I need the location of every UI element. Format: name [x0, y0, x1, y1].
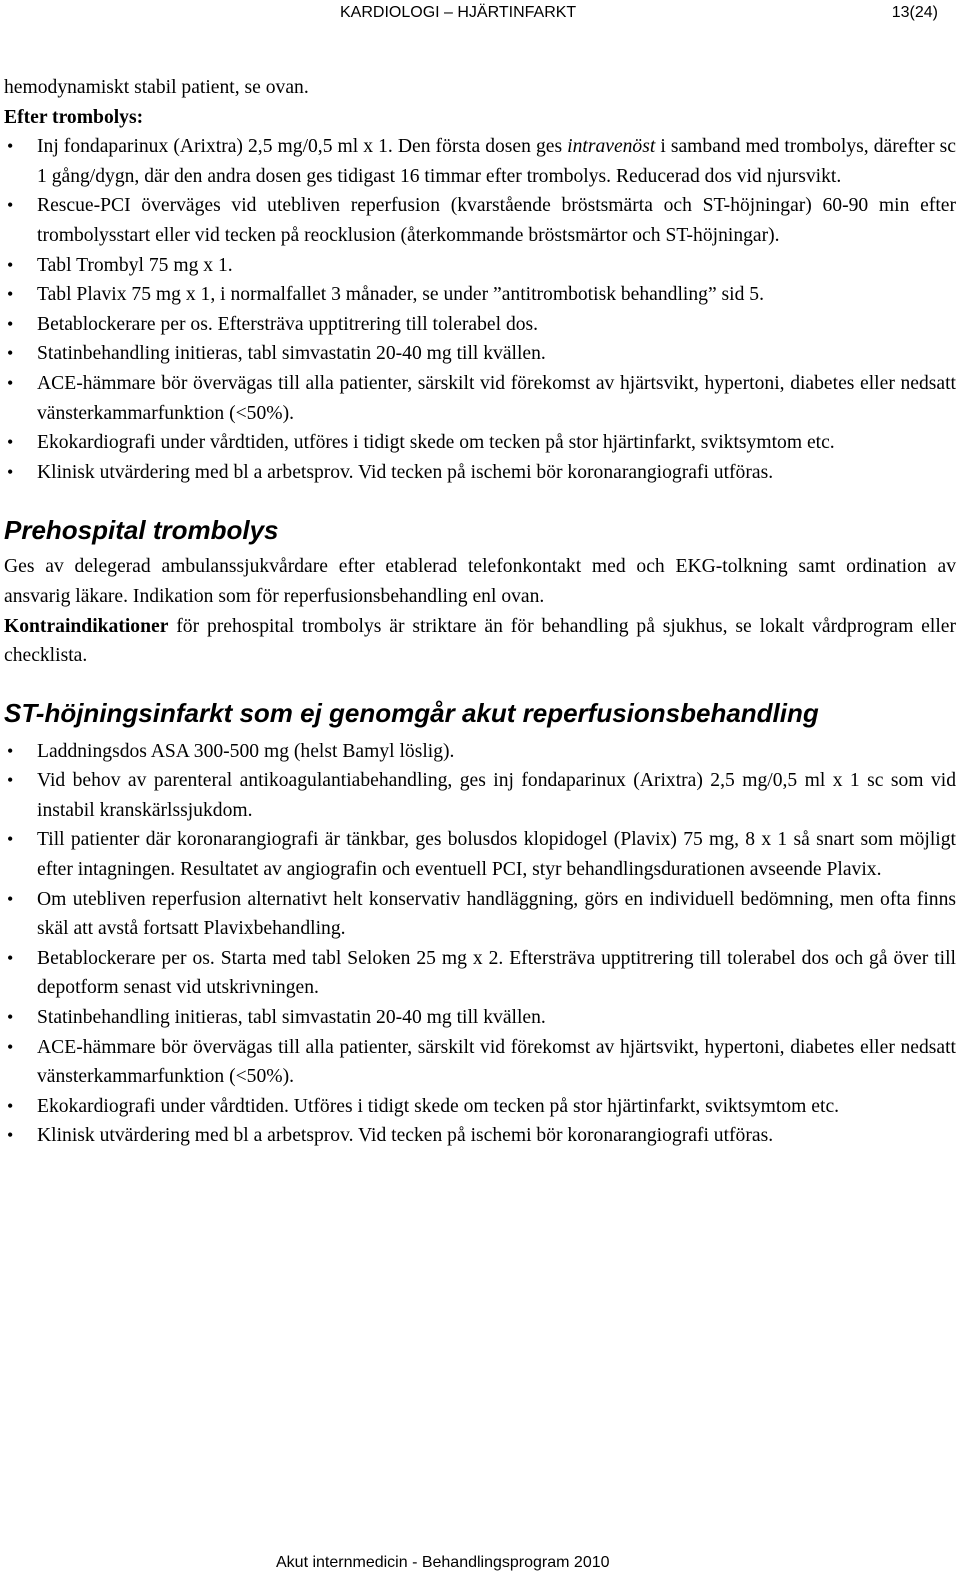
header-title: KARDIOLOGI – HJÄRTINFARKT — [340, 4, 577, 21]
list-item: • Ekokardiografi under vårdtiden. Utföres i tidigt skede om tecken på stor hjärtinfarkt, sviktsymtom etc. — [4, 1092, 956, 1122]
list-item: • Tabl Trombyl 75 mg x 1. — [4, 251, 956, 281]
list-item: • Klinisk utvärdering med bl a arbetsprov. Vid tecken på ischemi bör koronarangiografi utföras. — [4, 458, 956, 488]
italic-term: intravenöst — [567, 136, 656, 158]
contraindications-term: Kontraindikationer — [4, 615, 169, 637]
list-item: • Statinbehandling initieras, tabl simvastatin 20-40 mg till kvällen. — [4, 339, 956, 369]
list-item: • Till patienter där koronarangiografi är tänkbar, ges bolusdos klopidogel (Plavix) 75 mg, 8 x 1 så snart som möjligt efter intagningen. Resultatet av angiografin och eventuell PCI, styr behandlingsdurationen avseende Plavix. — [4, 825, 956, 884]
page-footer: Akut internmedicin - Behandlingsprogram 2010 — [276, 1554, 610, 1571]
list-item: • Rescue-PCI överväges vid utebliven reperfusion (kvarstående bröstsmärta och ST-höjningar) 60-90 min efter trombolysstart eller vid tecken på reocklusion (återkommande bröstsmärtor och ST-höjningar). — [4, 191, 956, 250]
contraindications-paragraph — [4, 612, 956, 671]
list-item: • Betablockerare per os. Starta med tabl Seloken 25 mg x 2. Eftersträva upptitrering till tolerabel dos och gå över till depotform senast vid utskrivningen. — [4, 944, 956, 1003]
list-item: • Tabl Plavix 75 mg x 1, i normalfallet 3 månader, se under ”antitrombotisk behandling” sid 5. — [4, 280, 956, 310]
list-item: • Laddningsdos ASA 300-500 mg (helst Bamyl löslig). — [4, 737, 956, 767]
list-item: • Klinisk utvärdering med bl a arbetsprov. Vid tecken på ischemi bör koronarangiografi utföras. — [4, 1121, 956, 1151]
list-item: • Om utebliven reperfusion alternativt helt konservativ handläggning, görs en individuell bedömning, men ofta finns skäl att avstå fortsatt Plavixbehandling. — [4, 885, 956, 944]
st-section-list — [4, 737, 956, 1151]
efter-trombolys-list — [4, 132, 956, 487]
continuation-text: hemodynamiskt stabil patient, se ovan. — [4, 77, 309, 98]
prehospital-heading: Prehospital trombolys — [4, 515, 279, 546]
efter-trombolys-subheading: Efter trombolys: — [4, 106, 144, 128]
list-item: • ACE-hämmare bör övervägas till alla patienter, särskilt vid förekomst av hjärtsvikt, hypertoni, diabetes eller nedsatt vänsterkammarfunktion (<50%). — [4, 1033, 956, 1092]
list-item: • Statinbehandling initieras, tabl simvastatin 20-40 mg till kvällen. — [4, 1003, 956, 1033]
page-content — [4, 73, 956, 1151]
page-header — [0, 4, 960, 28]
list-item: • Vid behov av parenteral antikoagulantiabehandling, ges inj fondaparinux (Arixtra) 2,5 mg/0,5 ml x 1 sc som vid instabil kranskärlssjukdom. — [4, 766, 956, 825]
list-item — [4, 132, 956, 191]
contraindications-text: för prehospital trombolys är striktare än för behandling på sjukhus, se lokalt vårdprogram eller checklista. — [4, 615, 956, 667]
prehospital-paragraph: Ges av delegerad ambulanssjukvårdare efter etablerad telefonkontakt med och EKG-tolkning samt ordination av ansvarig läkare. Indikation som för reperfusionsbehandling enl ovan. — [4, 556, 956, 607]
list-item: • ACE-hämmare bör övervägas till alla patienter, särskilt vid förekomst av hjärtsvikt, hypertoni, diabetes eller nedsatt vänsterkammarfunktion (<50%). — [4, 369, 956, 428]
page-number: 13(24) — [891, 4, 938, 21]
item-text-part: Inj fondaparinux (Arixtra) 2,5 mg/0,5 ml x 1. Den första dosen ges — [37, 136, 568, 158]
st-section-heading: ST-höjningsinfarkt som ej genomgår akut reperfusionsbehandling — [4, 697, 819, 728]
list-item: • Ekokardiografi under vårdtiden, utföres i tidigt skede om tecken på stor hjärtinfarkt, sviktsymtom etc. — [4, 428, 956, 458]
item-text-part: i samband med trombolys, därefter sc 1 gång/dygn, där den andra dosen ges tidigast 16 timmar efter trombolys. Reducerad dos vid njursvikt. — [37, 136, 957, 187]
list-item: • Betablockerare per os. Eftersträva upptitrering till tolerabel dos. — [4, 310, 956, 340]
